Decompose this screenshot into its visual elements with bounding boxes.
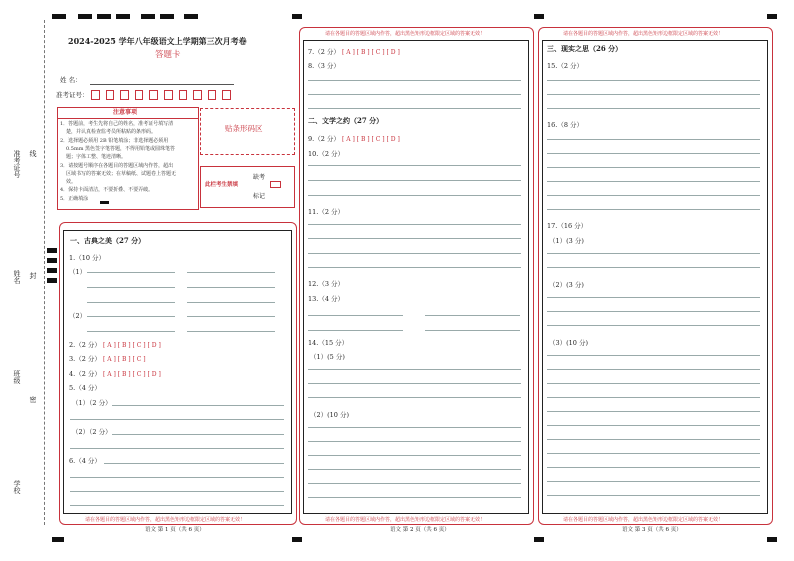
timing-mark [292,14,302,19]
answer-line[interactable] [547,167,760,168]
q17-2-label: （2）(3 分) [549,281,584,289]
answer-line[interactable] [308,369,521,370]
answer-line[interactable] [308,224,521,225]
answer-line[interactable] [547,397,760,398]
id-digit-cell[interactable] [164,90,173,100]
notice-line: 1．答题前，考生先将自己的姓名，准考证号填写清 [60,121,174,127]
answer-line[interactable] [70,505,284,506]
q9-label: 9.（2 分） [ A ] [ B ] [ C ] [ D ] [308,135,400,143]
q8-label: 8.（3 分） [308,62,340,70]
q7-options[interactable]: [ A ] [ B ] [ C ] [ D ] [341,49,400,56]
q3-options[interactable]: [ A ] [ B ] [ C ] [102,356,146,363]
answer-line[interactable] [70,477,284,478]
section3-title: 三、现实之思（26 分） [547,44,623,53]
timing-mark [47,248,57,253]
section1-title: 一、古典之美（27 分） [70,236,146,245]
answer-line[interactable] [308,330,403,331]
answer-sheet-title: 答题卡 [155,50,181,60]
id-digit-cell[interactable] [106,90,115,100]
id-digit-cell[interactable] [193,90,202,100]
absent-label: 缺考 [253,174,266,181]
q1-1-label: （1） [69,268,87,276]
answer-line[interactable] [425,315,520,316]
page3-frame [542,40,768,514]
answer-line[interactable] [547,325,760,326]
answer-line[interactable] [308,267,521,268]
timing-mark [47,268,57,273]
answer-line[interactable] [547,181,760,182]
q5-label: 5.（4 分） [69,384,101,392]
answer-line[interactable] [187,272,275,273]
answer-line[interactable] [87,287,175,288]
q9-options[interactable]: [ A ] [ B ] [ C ] [ D ] [341,136,400,143]
q6-label: 6.（4 分） [69,457,101,465]
page1-footer: 语文 第 1 页（共 6 页） [145,527,205,533]
answer-line[interactable] [547,253,760,254]
side-label-secret: 密 [29,396,37,403]
answer-line[interactable] [547,94,760,95]
notice-line: 4．保持卡面清洁，不要折叠、不要弄破。 [60,187,154,194]
answer-line[interactable] [547,355,760,356]
timing-mark [534,537,544,542]
answer-line[interactable] [187,302,275,303]
answer-line[interactable] [308,441,521,442]
notice-line: 楚，并认真检查监考员所粘贴的条形码。 [66,129,157,136]
answer-line[interactable] [308,238,521,239]
q10-label: 10.（2 分） [308,150,345,158]
mark-label: 标记 [253,193,266,200]
answer-line[interactable] [308,383,521,384]
timing-mark [47,258,57,263]
answer-line[interactable] [308,397,521,398]
q7-label: 7.（2 分） [ A ] [ B ] [ C ] [ D ] [308,48,400,56]
q14-label: 14.（15 分） [308,339,349,347]
q1-label: 1.（10 分） [69,254,106,262]
answer-line[interactable] [308,483,521,484]
answer-line[interactable] [308,427,521,428]
timing-mark [52,537,64,542]
answer-line[interactable] [87,331,175,332]
timing-mark [767,14,777,19]
name-label: 姓 名： [60,76,82,84]
timing-mark [767,537,777,542]
answer-line[interactable] [547,411,760,412]
timing-mark [292,537,302,542]
q17-3-label: （3）(10 分) [549,339,589,347]
notice-line: 2．选择题必须用 2B 铅笔填涂；非选择题必须用 [60,137,169,144]
side-label-school: 学校 [13,480,21,494]
page3-top-warning: 请在各题目的答题区域内作答，超出黑色矩形边框限定区域的答案无效！ [563,31,724,37]
answer-line[interactable] [308,253,521,254]
answer-line[interactable] [87,302,175,303]
answer-line[interactable] [547,267,760,268]
timing-mark [97,14,111,19]
side-label-line: 线 [29,150,37,157]
q13-label: 13.（4 分） [308,295,345,303]
timing-mark [534,14,544,19]
id-digit-cell[interactable] [120,90,129,100]
answer-line[interactable] [308,195,521,196]
answer-line[interactable] [547,153,760,154]
page2-warning: 请在各题目的答题区域内作答，超出黑色矩形边框限定区域的答案无效！ [325,517,486,523]
answer-line[interactable] [547,495,760,496]
q17-label: 17.（16 分） [547,222,588,230]
answer-line[interactable] [187,331,275,332]
page1-warning: 请在各题目的答题区域内作答，超出黑色矩形边框限定区域的答案无效！ [85,517,246,523]
notice-line: 题；字体工整、笔迹清晰。 [66,154,127,161]
answer-line[interactable] [547,209,760,210]
answer-line[interactable] [547,439,760,440]
answer-line[interactable] [547,453,760,454]
answer-line[interactable] [308,315,403,316]
q17-1-label: （1）(3 分) [549,237,584,245]
answer-line[interactable] [308,80,521,81]
page3-warning: 请在各题目的答题区域内作答，超出黑色矩形边框限定区域的答案无效！ [563,517,724,523]
timing-mark [141,14,155,19]
answer-line[interactable] [87,316,175,317]
side-label-name: 姓名 [13,270,21,284]
exam-title: 2024-2025 学年八年级语文上学期第三次月考卷 [68,36,247,46]
notice-line: 效。 [66,179,77,186]
answer-line[interactable] [547,467,760,468]
timing-mark [47,278,57,283]
name-field[interactable] [90,84,234,85]
q2-options[interactable]: [ A ] [ B ] [ C ] [ D ] [102,342,161,349]
answer-line[interactable] [547,297,760,298]
q16-label: 16.（8 分） [547,121,584,129]
notice-line: 区域书写的答案无效；在草稿纸、试题卷上答题无 [66,170,177,177]
id-digit-cell[interactable] [149,90,158,100]
answer-line[interactable] [308,455,521,456]
answer-line[interactable] [547,311,760,312]
answer-line[interactable] [104,463,284,464]
answer-line[interactable] [308,94,521,95]
answer-line[interactable] [547,369,760,370]
fill-sample [100,201,109,204]
q4-label: 4.（2 分） [ A ] [ B ] [ C ] [ D ] [69,370,161,378]
side-label-seal: 封 [29,272,37,279]
binding-line [44,20,45,525]
answer-line[interactable] [112,434,284,435]
notice-line: 5．正确填涂 [60,195,89,202]
answer-line[interactable] [547,108,760,109]
q11-label: 11.（2 分） [308,208,345,216]
absent-prefix: 此栏考生禁填 [205,182,239,188]
timing-mark [52,14,66,19]
q14-2-label: （2）(10 分) [310,411,350,419]
answer-line[interactable] [547,425,760,426]
id-digit-cell[interactable] [222,90,231,100]
answer-line[interactable] [112,405,284,406]
timing-mark [78,14,92,19]
answer-line[interactable] [308,469,521,470]
answer-line[interactable] [308,165,521,166]
q3-label: 3.（2 分） [ A ] [ B ] [ C ] [69,355,146,363]
answer-line[interactable] [70,491,284,492]
q15-label: 15.（2 分） [547,62,584,70]
q5-1-label: （1）（2 分） [72,399,112,407]
absent-checkbox[interactable] [270,181,281,188]
id-digit-cell[interactable] [208,90,217,100]
q4-options[interactable]: [ A ] [ B ] [ C ] [ D ] [102,371,161,378]
answer-line[interactable] [70,419,284,420]
id-digit-cell[interactable] [179,90,188,100]
answer-line[interactable] [308,180,521,181]
timing-mark [184,14,198,19]
answer-line[interactable] [547,80,760,81]
answer-line[interactable] [187,287,275,288]
answer-line[interactable] [547,195,760,196]
id-label: 准考证号： [56,91,89,99]
page2-top-warning: 请在各题目的答题区域内作答，超出黑色矩形边框限定区域的答案无效！ [325,31,486,37]
id-digit-cell[interactable] [135,90,144,100]
q12-label: 12.（3 分） [308,280,345,288]
answer-line[interactable] [87,272,175,273]
answer-line[interactable] [308,108,521,109]
q5-2-label: （2）（2 分） [72,428,112,436]
answer-line[interactable] [547,383,760,384]
timing-mark [116,14,130,19]
q2-label: 2.（2 分） [ A ] [ B ] [ C ] [ D ] [69,341,161,349]
notice-heading: 注意事项 [113,109,138,116]
section2-title: 二、文学之约（27 分） [308,116,384,125]
barcode-label: 贴条形码区 [225,124,263,133]
notice-heading-divider [57,118,198,119]
page3-footer: 语文 第 3 页（共 6 页） [622,527,682,533]
answer-line[interactable] [547,481,760,482]
side-label-class: 班级 [13,370,21,384]
q1-2-label: （2） [69,312,87,320]
q14-1-label: （1）(5 分) [310,353,345,361]
answer-line[interactable] [425,330,520,331]
answer-line[interactable] [70,448,284,449]
answer-line[interactable] [187,316,275,317]
id-digit-cell[interactable] [91,90,100,100]
answer-line[interactable] [547,139,760,140]
page2-frame [303,40,529,514]
side-label-id: 准考证号 [13,150,21,178]
notice-line: 0.5mm 黑色签字笔答题，不得用铅笔或圆珠笔答 [66,145,176,152]
page2-footer: 语文 第 2 页（共 6 页） [390,527,450,533]
notice-line: 3．请按题号顺序在各题目的答题区域内作答，超出 [60,162,174,169]
timing-mark [160,14,174,19]
answer-line[interactable] [308,497,521,498]
